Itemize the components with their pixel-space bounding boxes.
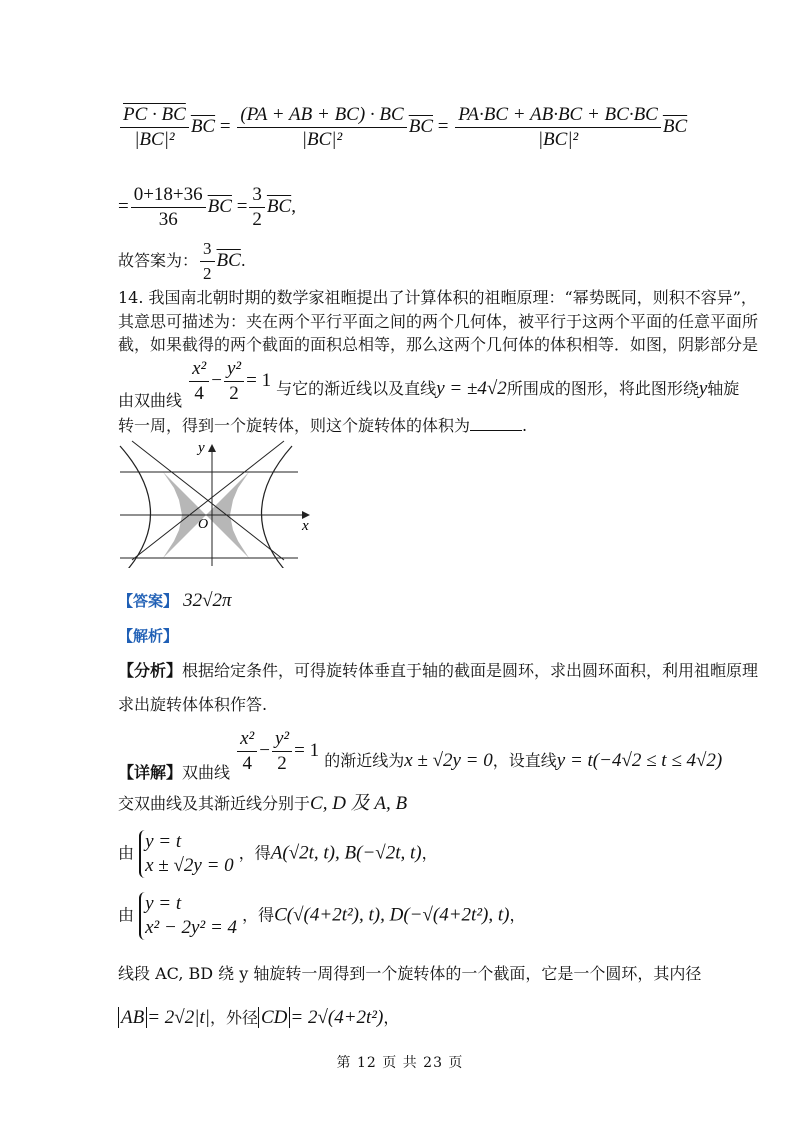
analysis-tag: 【解析】 bbox=[118, 627, 179, 645]
fraction: $\frac{(PA + AB + BC) \cdot BC}{\text{|BC|²}}$ bbox=[237, 104, 406, 151]
q14-line-2: 其意思可描述为：夹在两个平行平面之间的两个几何体，被平行于这两个平面的任意平面所 bbox=[118, 312, 759, 331]
equation-system: y = t x² − 2y² = 4 bbox=[139, 892, 237, 940]
system-2: 由 y = t x² − 2y² = 4 ，得C(√(4+2t²), t), D(−√(4+2t²), t)， bbox=[118, 893, 526, 938]
formula-line-1: $\frac{PC \cdot BC}{\text{|BC|²}}$ $\overline{BC}$ = $\frac{(PA + AB + BC) \cdot BC}{\text{|BC|²}}$ $\overline{BC}$ = $\frac{PA\cdot BC + AB\cdot BC + BC\cdot BC}{\text{|BC|²}}$ $\overline{BC}$ bbox=[118, 104, 687, 151]
detail-line-2: 交双曲线及其渐近线分别于C, D 及 A, B bbox=[118, 793, 408, 814]
q14-line-5: 转一周，得到一个旋转体，则这个旋转体的体积为 . bbox=[118, 416, 528, 435]
formula-line-2: = $\frac{0+18+36}{36}$ $\overline{BC}$ = $\frac{3}{2}$ $\overline{BC}$, bbox=[118, 184, 296, 230]
fenxi-line-1: 【分析】根据给定条件，可得旋转体垂直于轴的截面是圆环，求出圆环面积，利用祖暅原理 bbox=[118, 661, 759, 680]
fraction: $\frac{\text{x²}}{4}$ bbox=[189, 358, 209, 405]
analysis-row bbox=[118, 625, 178, 647]
fraction: $\frac{3}{2}$ bbox=[200, 238, 215, 285]
page-footer: 第 12 页 共 23 页 bbox=[336, 1055, 464, 1071]
detail-line-1: 【详解】双曲线 $\frac{\text{x²}}{4}$ − $\frac{\text{y²}}{2}$ = 1 的渐近线为x ± √2y = 0，设直线y = t(−4√2 ≤ t ≤ 4√2) bbox=[118, 728, 723, 782]
hyperbola-figure bbox=[118, 438, 318, 568]
q14-line-3: 截，如果截得的两个截面的面积总相等，那么这两个几何体的体积相等．如图，阴影部分是 bbox=[118, 335, 759, 354]
answer-value: 32√2π bbox=[183, 590, 232, 611]
y-axis-arrow bbox=[208, 444, 216, 452]
answer-tag: 【答案】 bbox=[118, 592, 179, 610]
y-axis-label: y bbox=[198, 440, 205, 456]
x-axis-label: x bbox=[302, 518, 309, 534]
fraction: $\frac{0+18+36}{36}$ bbox=[131, 184, 206, 231]
system-1: 由 y = t x ± √2y = 0 ，得A(√2t, t), B(−√2t, t)， bbox=[118, 831, 438, 876]
q14-line-4: 由双曲线 $\frac{\text{x²}}{4}$ − $\frac{\text{y²}}{2}$ = 1 与它的渐近线以及直线y = ±4√2所围成的图形，将此图形绕y轴旋 bbox=[118, 358, 740, 410]
origin-label: O bbox=[198, 517, 209, 532]
fraction: $\frac{3}{2}$ bbox=[249, 184, 265, 231]
fenxi-line-2: 求出旋转体体积作答. bbox=[118, 695, 268, 714]
fraction: $\frac{\text{y²}}{2}$ bbox=[224, 358, 244, 405]
answer-line: 故答案为： $\frac{3}{2}$ $\overline{BC}$. bbox=[118, 239, 246, 283]
ring-line: 线段 AC, BD 绕 y 轴旋转一周得到一个旋转体的一个截面，它是一个圆环，其内径 bbox=[118, 964, 702, 983]
answer-blank bbox=[470, 430, 522, 431]
fraction: $\frac{PA\cdot BC + AB\cdot BC + BC\cdot BC}{\text{|BC|²}}$ bbox=[455, 104, 661, 151]
hyperbola-right-branch bbox=[262, 446, 293, 568]
fraction: $\frac{PC \cdot BC}{\text{|BC|²}}$ bbox=[120, 104, 189, 151]
equation-system: y = t x ± √2y = 0 bbox=[139, 830, 234, 878]
fraction: $\frac{\text{y²}}{2}$ bbox=[272, 728, 292, 775]
diameter-line: AB = 2√2|t|，外径 CD = 2√(4+2t²)， bbox=[118, 1007, 399, 1029]
q14-line-1: 14. 我国南北朝时期的数学家祖暅提出了计算体积的祖暅原理：“幂势既同，则积不容异”， bbox=[118, 288, 757, 307]
fraction: $\frac{\text{x²}}{4}$ bbox=[237, 728, 257, 775]
answer-row bbox=[118, 590, 232, 612]
